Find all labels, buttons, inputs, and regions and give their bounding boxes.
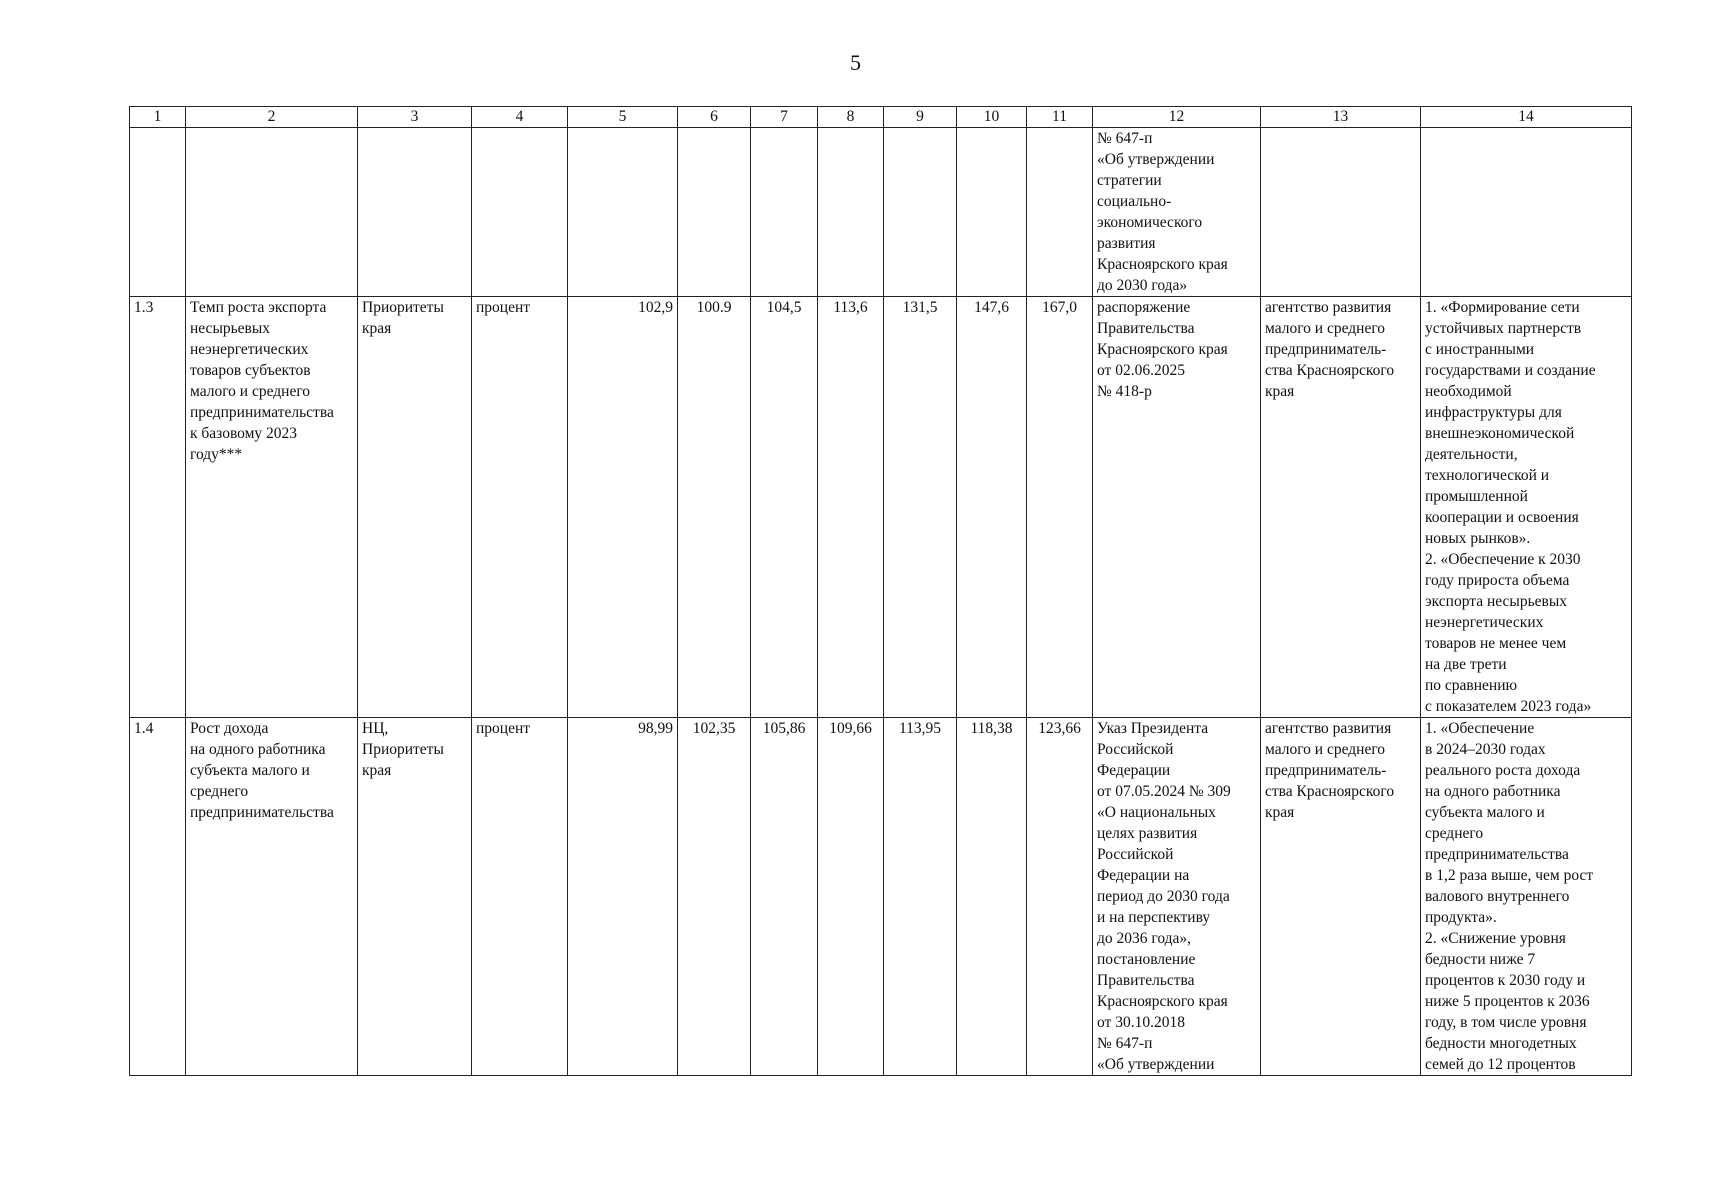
cell-value-8: 109,66 bbox=[818, 718, 884, 1076]
cell-source: НЦ, Приоритеты края bbox=[358, 718, 472, 1076]
column-header-2: 2 bbox=[186, 107, 358, 128]
cell-goal-link bbox=[1421, 128, 1632, 297]
cell-number bbox=[130, 128, 186, 297]
cell-value-8 bbox=[818, 128, 884, 297]
cell-value-10: 147,6 bbox=[957, 297, 1027, 718]
cell-value-8: 113,6 bbox=[818, 297, 884, 718]
cell-unit: процент bbox=[472, 718, 568, 1076]
column-header-6: 6 bbox=[678, 107, 751, 128]
column-header-12: 12 bbox=[1093, 107, 1261, 128]
cell-indicator-name bbox=[186, 128, 358, 297]
cell-value-9: 131,5 bbox=[884, 297, 957, 718]
cell-number: 1.3 bbox=[130, 297, 186, 718]
indicator-table bbox=[129, 106, 1632, 1076]
column-header-7: 7 bbox=[751, 107, 818, 128]
cell-value-7 bbox=[751, 128, 818, 297]
cell-value-10: 118,38 bbox=[957, 718, 1027, 1076]
cell-source bbox=[358, 128, 472, 297]
cell-indicator-name: Темп роста экспорта несырьевых неэнергетических товаров субъектов малого и среднего предпринимательства к базовому 2023 году*** bbox=[186, 297, 358, 718]
table-row-continuation bbox=[130, 128, 1632, 297]
column-header-1: 1 bbox=[130, 107, 186, 128]
cell-unit: процент bbox=[472, 297, 568, 718]
column-header-3: 3 bbox=[358, 107, 472, 128]
cell-value-9 bbox=[884, 128, 957, 297]
cell-value-7: 105,86 bbox=[751, 718, 818, 1076]
column-header-8: 8 bbox=[818, 107, 884, 128]
cell-source: Приоритеты края bbox=[358, 297, 472, 718]
column-header-5: 5 bbox=[568, 107, 678, 128]
cell-number: 1.4 bbox=[130, 718, 186, 1076]
column-header-14: 14 bbox=[1421, 107, 1632, 128]
table-row-1-4 bbox=[130, 718, 1632, 1076]
cell-value-11: 123,66 bbox=[1027, 718, 1093, 1076]
cell-value-5 bbox=[568, 128, 678, 297]
column-number-row bbox=[130, 107, 1632, 128]
column-header-10: 10 bbox=[957, 107, 1027, 128]
column-header-11: 11 bbox=[1027, 107, 1093, 128]
cell-indicator-name: Рост дохода на одного работника субъекта малого и среднего предпринимательства bbox=[186, 718, 358, 1076]
cell-legal-basis: распоряжение Правительства Красноярского края от 02.06.2025 № 418-р bbox=[1093, 297, 1261, 718]
column-header-9: 9 bbox=[884, 107, 957, 128]
cell-value-6: 102,35 bbox=[678, 718, 751, 1076]
cell-value-5: 98,99 bbox=[568, 718, 678, 1076]
cell-unit bbox=[472, 128, 568, 297]
cell-legal-basis: № 647-п «Об утверждении стратегии социально- экономического развития Красноярского края до 2030 года» bbox=[1093, 128, 1261, 297]
column-header-13: 13 bbox=[1261, 107, 1421, 128]
cell-value-6: 100.9 bbox=[678, 297, 751, 718]
cell-legal-basis: Указ Президента Российской Федерации от 07.05.2024 № 309 «О национальных целях развития Российской Федерации на период до 2030 года и на перспективу до 2036 года», постановление Правительства Красноярского края от 30.10.2018 № 647-п «Об утверждении bbox=[1093, 718, 1261, 1076]
cell-responsible bbox=[1261, 128, 1421, 297]
cell-value-5: 102,9 bbox=[568, 297, 678, 718]
cell-value-10 bbox=[957, 128, 1027, 297]
page-number: 5 bbox=[850, 50, 861, 75]
cell-value-11: 167,0 bbox=[1027, 297, 1093, 718]
cell-responsible: агентство развития малого и среднего предприниматель- ства Красноярского края bbox=[1261, 297, 1421, 718]
cell-value-6 bbox=[678, 128, 751, 297]
cell-responsible: агентство развития малого и среднего предприниматель- ства Красноярского края bbox=[1261, 718, 1421, 1076]
column-header-4: 4 bbox=[472, 107, 568, 128]
table-row-1-3 bbox=[130, 297, 1632, 718]
cell-value-11 bbox=[1027, 128, 1093, 297]
cell-goal-link: 1. «Обеспечение в 2024–2030 годах реального роста дохода на одного работника субъекта малого и среднего предпринимательства в 1,2 раза выше, чем рост валового внутреннего продукта». 2. «Снижение уровня бедности ниже 7 процентов к 2030 году и ниже 5 процентов к 2036 году, в том числе уровня бедности многодетных семей до 12 процентов bbox=[1421, 718, 1632, 1076]
cell-value-7: 104,5 bbox=[751, 297, 818, 718]
cell-value-9: 113,95 bbox=[884, 718, 957, 1076]
cell-goal-link: 1. «Формирование сети устойчивых партнерств с иностранными государствами и создание необходимой инфраструктуры для внешнеэкономической деятельности, технологической и промышленной кооперации и освоения новых рынков». 2. «Обеспечение к 2030 году прироста объема экспорта несырьевых неэнергетических товаров не менее чем на две трети по сравнению с показателем 2023 года» bbox=[1421, 297, 1632, 718]
